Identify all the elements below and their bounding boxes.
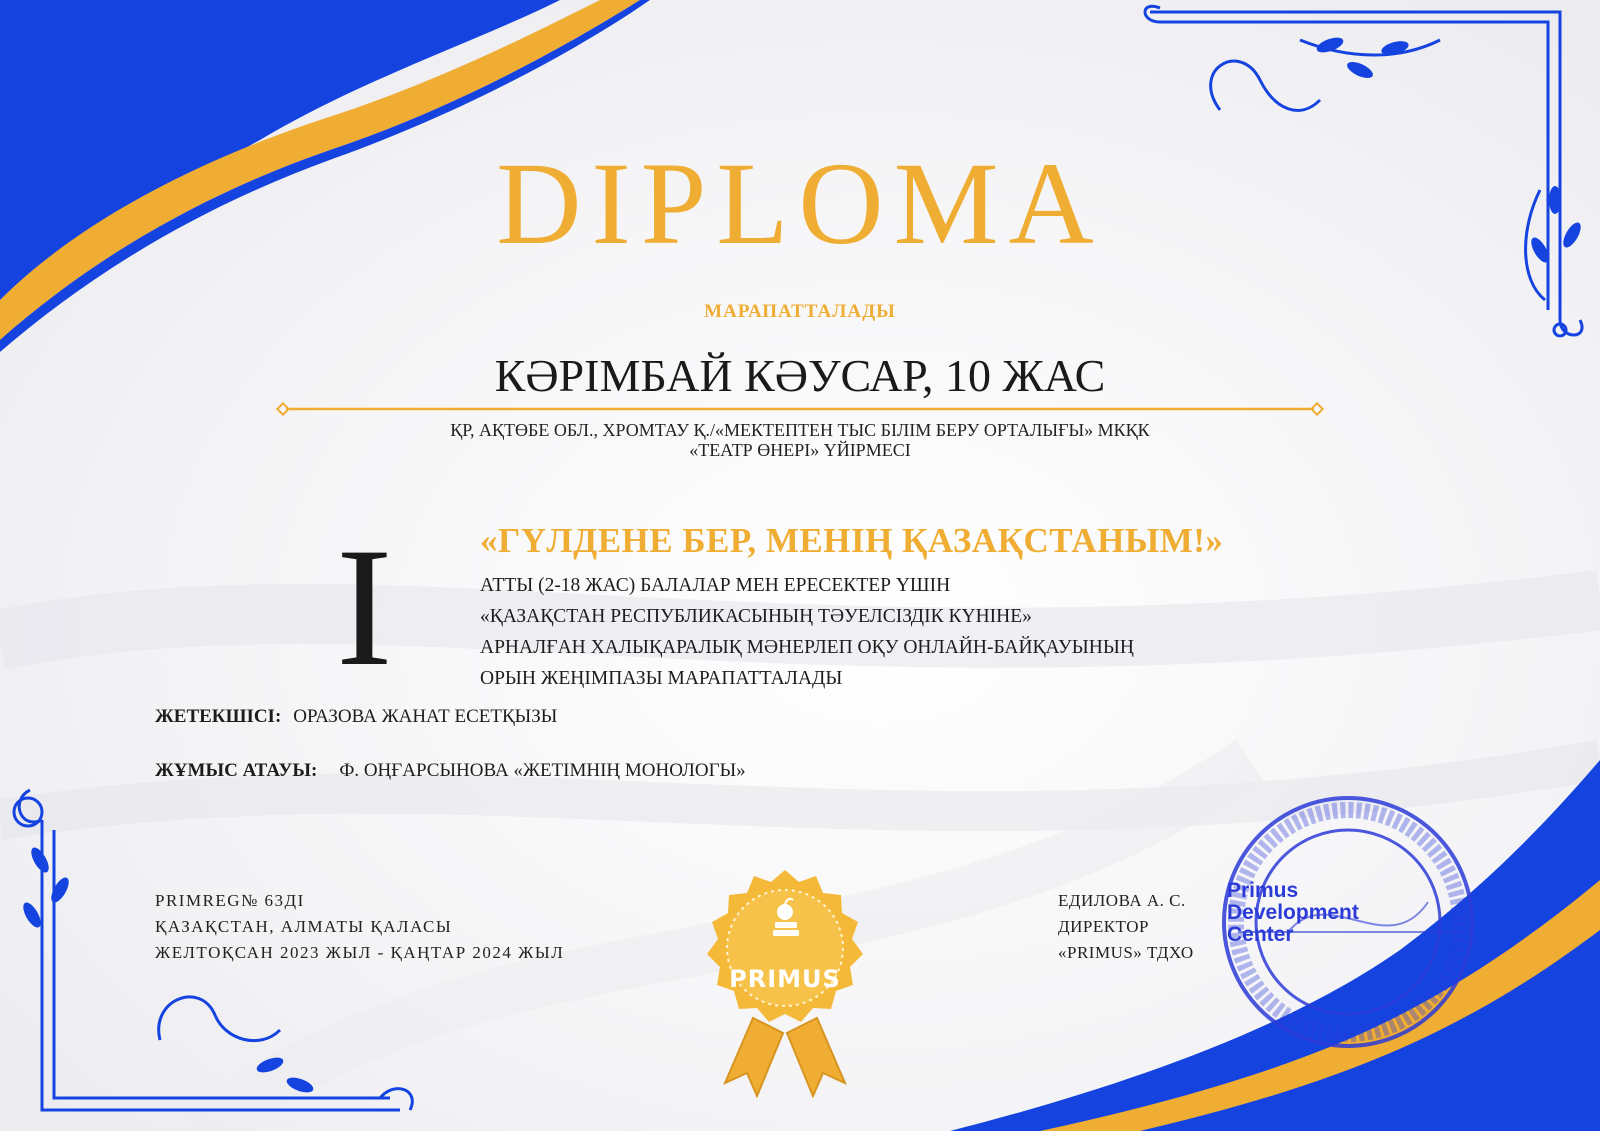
seal-line-3: Center	[1227, 923, 1294, 946]
award-description	[480, 570, 1134, 694]
seal-line-1: Primus	[1227, 879, 1299, 902]
place-number: I	[336, 513, 393, 701]
seal-line-2: Development	[1227, 901, 1359, 924]
description-line: АТТЫ (2-18 ЖАС) БАЛАЛАР МЕН ЕРЕСЕКТЕР ҮШІН	[480, 575, 951, 596]
description-line: ОРЫН ЖЕҢІМПАЗЫ МАРАПАТТАЛАДЫ	[480, 668, 843, 689]
signatory-position: ДИРЕКТОР	[1058, 917, 1149, 936]
supervisor-field	[155, 706, 557, 728]
diploma-subtitle: МАРАПАТТАЛАДЫ	[704, 301, 896, 322]
footer-right-signatory	[1058, 888, 1194, 966]
footer-left-info	[155, 888, 564, 966]
supervisor-value: ОРАЗОВА ЖАНАТ ЕСЕТҚЫЗЫ	[293, 706, 558, 727]
organization-line-1: ҚР, АҚТӨБЕ ОБЛ., ХРОМТАУ Қ./«МЕКТЕПТЕН ТЫС БІЛІМ БЕРУ ОРТАЛЫҒЫ» МКҚК	[450, 420, 1150, 440]
badge-label: PRIMUS	[729, 965, 841, 993]
organization-info	[0, 420, 1600, 460]
work-title-field	[155, 760, 746, 782]
registration-number: PRIMREG№ 63ДІ	[155, 891, 305, 910]
work-title-label: ЖҰМЫС АТАУЫ:	[155, 760, 318, 781]
recipient-name: КӘРІМБАЙ КӘУСАР, 10 ЖАС	[494, 350, 1106, 401]
description-line: «ҚАЗАҚСТАН РЕСПУБЛИКАСЫНЫҢ ТӘУЕЛСІЗДІК КҮНІНЕ»	[480, 606, 1032, 627]
diploma-title: DIPLOMA	[496, 138, 1104, 269]
signatory-name: ЕДИЛОВА А. С.	[1058, 891, 1186, 910]
issue-period: ЖЕЛТОҚСАН 2023 ЖЫЛ - ҚАҢТАР 2024 ЖЫЛ	[155, 943, 565, 962]
organization-line-2: «ТЕАТР ӨНЕРІ» ҮЙІРМЕСІ	[689, 440, 911, 461]
issue-location: ҚАЗАҚСТАН, АЛМАТЫ ҚАЛАСЫ	[155, 917, 453, 936]
signatory-organization: «PRIMUS» ТДХО	[1058, 943, 1194, 962]
work-title-value: Ф. ОҢҒАРСЫНОВА «ЖЕТІМНІҢ МОНОЛОГЫ»	[339, 760, 746, 781]
name-divider-line	[276, 402, 1324, 416]
description-line: АРНАЛҒАН ХАЛЫҚАРАЛЫҚ МӘНЕРЛЕП ОҚУ ОНЛАЙН-БАЙҚАУЫНЫҢ	[480, 637, 1134, 658]
contest-name: «ГҮЛДЕНЕ БЕР, МЕНІҢ ҚАЗАҚСТАНЫМ!»	[480, 521, 1224, 560]
seal-text	[1227, 880, 1359, 946]
supervisor-label: ЖЕТЕКШІСІ:	[155, 706, 282, 727]
